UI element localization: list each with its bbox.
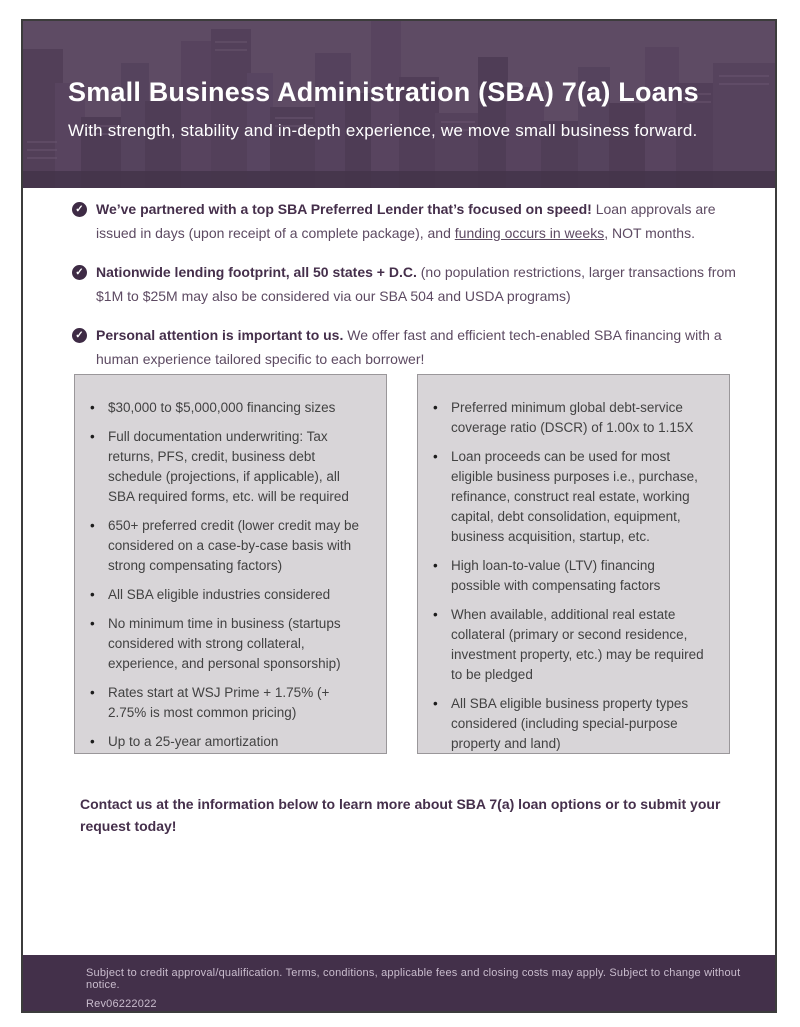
features-list-left: [90, 398, 362, 752]
bullet-icon: •: [90, 429, 95, 444]
list-item: [433, 398, 705, 438]
bullet-icon: •: [90, 400, 95, 415]
highlight-text: [96, 260, 740, 308]
list-item-text: Full documentation underwriting: Tax returns, PFS, credit, business debt schedule (projections, if applicable), all SBA required forms, etc. will be required: [108, 429, 349, 504]
bullet-icon: •: [90, 734, 95, 749]
footer-revision: Rev06222022: [86, 998, 157, 1010]
contact-note: Contact us at the information below to learn more about SBA 7(a) loan options or to submit your request today!: [80, 796, 721, 834]
list-item: [90, 427, 362, 507]
highlight-tail-text: , NOT months.: [604, 225, 695, 241]
list-item-text: No minimum time in business (startups considered with strong collateral, experience, and personal sponsorship): [108, 616, 341, 671]
bullet-icon: •: [433, 400, 438, 415]
bullet-icon: •: [90, 616, 95, 631]
highlight-bold-text: Personal attention is important to us.: [96, 327, 344, 343]
highlight-list: [72, 197, 740, 386]
highlight-bold-text: Nationwide lending footprint, all 50 states + D.C.: [96, 264, 417, 280]
list-item-text: Rates start at WSJ Prime + 1.75% (+ 2.75% is most common pricing): [108, 685, 330, 720]
highlight-regular-text: We offer fast and efficient tech-enabled SBA financing with a human experience tailored specific to each borrower!: [96, 327, 722, 367]
footer-bar: [23, 955, 775, 1011]
list-item-text: High loan-to-value (LTV) financing possible with compensating factors: [451, 558, 661, 593]
list-item: [90, 683, 362, 723]
page-subtitle: With strength, stability and in-depth experience, we move small business forward.: [68, 121, 698, 140]
highlight-item-nationwide: [72, 260, 740, 308]
bullet-icon: •: [90, 685, 95, 700]
list-item-text: Loan proceeds can be used for most eligible business purposes i.e., purchase, refinance, construct real estate, working capital, debt consolidation, equipment, business acquisition, startup, etc.: [451, 449, 698, 544]
highlight-regular-text: (no population restrictions, larger transactions from $1M to $25M may also be considered via our SBA 504 and USDA programs): [96, 264, 736, 304]
list-item-text: 650+ preferred credit (lower credit may be considered on a case-by-case basis with strong compensating factors): [108, 518, 359, 573]
features-box-right: [417, 374, 730, 754]
check-circle-icon: ✓: [72, 328, 87, 343]
page-title: Small Business Administration (SBA) 7(a) Loans: [68, 77, 699, 107]
bullet-icon: •: [433, 558, 438, 573]
list-item-text: All SBA eligible business property types considered (including special-purpose property and land): [451, 696, 689, 751]
footer-disclaimer: Subject to credit approval/qualification. Terms, conditions, applicable fees and closing costs may apply. Subject to change without notice.: [86, 967, 741, 991]
list-item-text: When available, additional real estate collateral (primary or second residence, investment property, etc.) may be required to be pledged: [451, 607, 704, 682]
header-banner: [23, 21, 775, 188]
bullet-icon: •: [90, 587, 95, 602]
bullet-icon: •: [433, 607, 438, 622]
list-item: [90, 614, 362, 674]
list-item: [90, 732, 362, 752]
list-item: [90, 516, 362, 576]
highlight-underlined-text: funding occurs in weeks: [454, 225, 605, 241]
list-item: [433, 605, 705, 685]
list-item-text: $30,000 to $5,000,000 financing sizes: [108, 400, 336, 415]
highlight-bold-text: We’ve partnered with a top SBA Preferred Lender that’s focused on speed!: [96, 201, 592, 217]
list-item-text: All SBA eligible industries considered: [108, 587, 331, 602]
check-circle-icon: ✓: [72, 265, 87, 280]
list-item: [433, 447, 705, 547]
bullet-icon: •: [433, 449, 438, 464]
highlight-text: [96, 197, 740, 245]
list-item-text: Up to a 25-year amortization: [108, 734, 279, 749]
document-page: [21, 19, 777, 1013]
check-circle-icon: ✓: [72, 202, 87, 217]
list-item-text: Preferred minimum global debt-service coverage ratio (DSCR) of 1.00x to 1.15X: [451, 400, 694, 435]
highlight-item-personal-attention: [72, 323, 740, 371]
highlight-text: [96, 323, 740, 371]
highlight-item-speed: [72, 197, 740, 245]
list-item: [90, 585, 362, 605]
list-item: [433, 556, 705, 596]
list-item: [90, 398, 362, 418]
bullet-icon: •: [433, 696, 438, 711]
bullet-icon: •: [90, 518, 95, 533]
list-item: [433, 694, 705, 754]
features-list-right: [433, 398, 705, 754]
features-box-left: [74, 374, 387, 754]
highlight-regular-text: Loan approvals are issued in days (upon receipt of a complete package), and: [96, 201, 716, 241]
